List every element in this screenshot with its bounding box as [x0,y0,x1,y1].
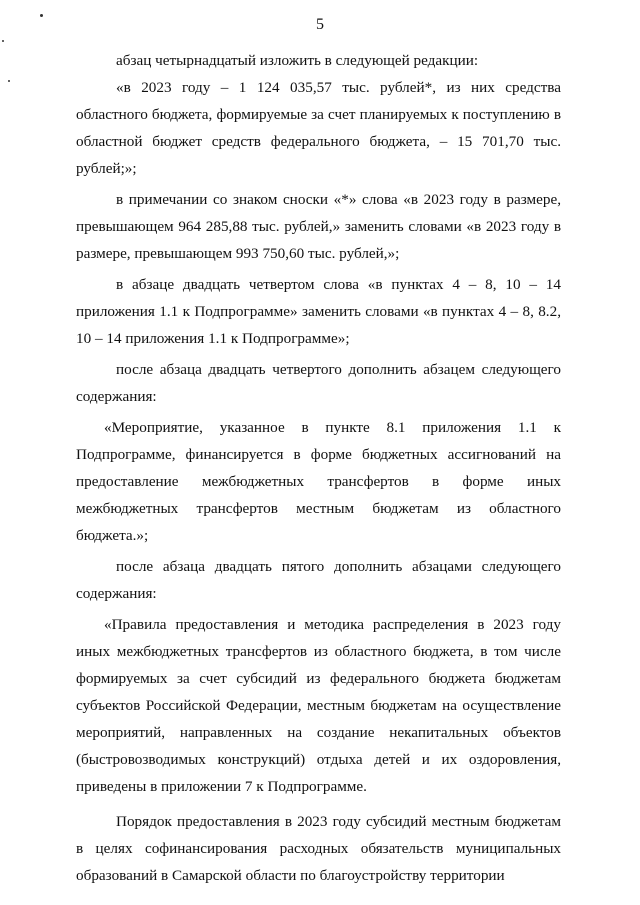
scan-dot [8,80,10,82]
page-number: 5 [316,16,324,33]
paragraph: «в 2023 году – 1 124 035,57 тыс. рублей*, из них средства областного бюджета, формируемые за счет планируемых к поступлению в областной бюджет средств федерального бюджета, – 15 701,70 тыс. рублей;»; [76,79,561,177]
paragraph: Порядок предоставления в 2023 году субсидий местным бюджетам в целях софинансирования расходных обязательств муниципальных образований в Самарской области по благоустройству территории [76,813,561,884]
document-body [76,47,561,889]
paragraph: «Правила предоставления и методика распределения в 2023 году иных межбюджетных трансфертов из областного бюджета, в том числе формируемых за счет субсидий из федерального бюджета бюджетам субъектов Российской Федерации, местным бюджетам на осуществление мероприятий, направленных на создание некапитальных объектов (быстровозводимых конструкций) отдыха детей и их оздоровления, приведены в приложении 7 к Подпрограмме. [76,616,561,795]
paragraph: после абзаца двадцать четвертого дополнить абзацем следующего содержания: [76,361,561,405]
paragraph: после абзаца двадцать пятого дополнить абзацами следующего содержания: [76,558,561,602]
paragraph: в примечании со знаком сноски «*» слова «в 2023 году в размере, превышающем 964 285,88 тыс. рублей,» заменить словами «в 2023 году в размере, превышающем 993 750,60 тыс. рублей,»; [76,191,561,262]
paragraph: «Мероприятие, указанное в пункте 8.1 приложения 1.1 к Подпрограмме, финансируется в форме бюджетных ассигнований на предоставление межбюджетных трансфертов в форме иных межбюджетных трансфертов местным бюджетам из областного бюджета.»; [76,419,561,544]
paragraph: абзац четырнадцатый изложить в следующей редакции: [116,52,479,69]
scan-dot [2,40,4,42]
paragraph: в абзаце двадцать четвертом слова «в пунктах 4 – 8, 10 – 14 приложения 1.1 к Подпрограмме» заменить словами «в пунктах 4 – 8, 8.2, 10 – 14 приложения 1.1 к Подпрограмме»; [76,276,561,347]
